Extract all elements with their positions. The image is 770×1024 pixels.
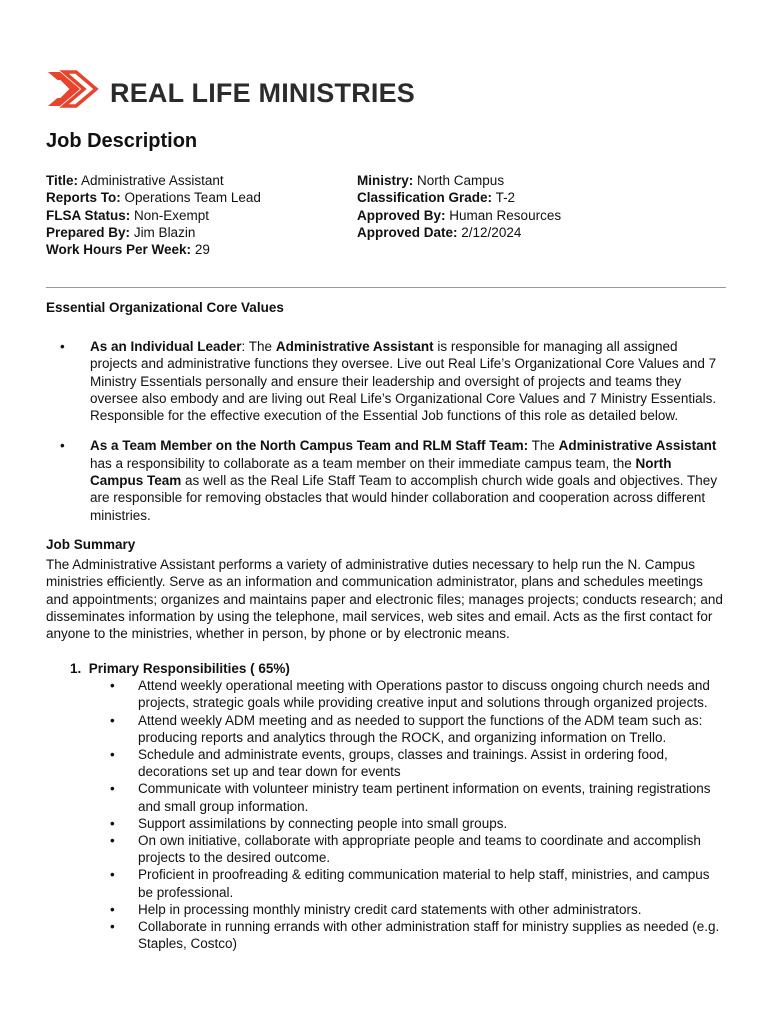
divider bbox=[46, 287, 726, 288]
responsibilities-section bbox=[70, 660, 720, 952]
meta-right bbox=[357, 172, 561, 241]
responsibilities-heading: 1. Primary Responsibilities ( 65%) bbox=[70, 661, 290, 676]
list-item: • Collaborate in running errands with other administration staff for ministry supplies as needed (e.g. Staples, Costco) bbox=[110, 919, 720, 952]
list-item: • As a Team Member on the North Campus Team and RLM Staff Team: The Administrative Assistant has a responsibility to collaborate as a team member on their immediate campus team, the North Campus Team as well as the Real Life Staff Team to accomplish church wide goals and objectives. They are responsible for removing obstacles that would hinder collaboration and cooperation across different ministries. bbox=[60, 438, 718, 523]
meta-classification-grade: Classification Grade: T-2 bbox=[357, 190, 516, 206]
bullet-icon: • bbox=[110, 678, 115, 694]
bullet-icon: • bbox=[110, 919, 115, 935]
list-item: • Attend weekly operational meeting with Operations pastor to discuss ongoing church needs and projects, strategic goals while providing creative input and solutions through organized projects. bbox=[110, 678, 710, 711]
list-item: • Help in processing monthly ministry credit card statements with other administrators. bbox=[110, 901, 642, 917]
list-item: • Proficient in proofreading & editing communication material to help staff, ministries, and campus be professional. bbox=[110, 867, 710, 900]
list-item: • Support assimilations by connecting people into small groups. bbox=[110, 815, 508, 831]
bullet-icon: • bbox=[110, 815, 115, 831]
responsibilities-list bbox=[70, 677, 720, 952]
core-values-heading: Essential Organizational Core Values bbox=[46, 300, 284, 315]
meta-reports-to: Reports To: Operations Team Lead bbox=[46, 190, 261, 206]
bullet-icon: • bbox=[110, 867, 115, 883]
list-item: • Schedule and administrate events, groups, classes and trainings. Assist in ordering food, decorations set up and tear down for events bbox=[110, 747, 668, 780]
job-summary-heading: Job Summary bbox=[46, 537, 136, 552]
org-logo bbox=[46, 62, 416, 116]
bullet-icon: • bbox=[110, 901, 115, 917]
core-values-list bbox=[46, 338, 726, 537]
bullet-icon: • bbox=[110, 747, 115, 763]
list-item: • Communicate with volunteer ministry team pertinent information on events, training registrations and small group information. bbox=[110, 781, 711, 814]
document-title: Job Description bbox=[46, 130, 198, 152]
bullet-icon: • bbox=[110, 833, 115, 849]
meta-left bbox=[46, 172, 261, 258]
list-item: • Attend weekly ADM meeting and as needed to support the functions of the ADM team such as: producing reports and analytics through the ROCK, and organizing information on Trello. bbox=[110, 712, 703, 745]
meta-ministry: Ministry: North Campus bbox=[357, 173, 505, 188]
job-summary-text: The Administrative Assistant performs a variety of administrative duties necessary to help run the N. Campus ministries efficiently. Serve as an information and communication administrator, plans and schedules meetings and appointments; organizes and maintains paper and electronic files; manages projects; conducts research; and disseminates information by using the telephone, mail services, web sites and email. Acts as the first contact for anyone to the ministries, whether in person, by phone or by electronic means. bbox=[46, 557, 723, 642]
list-item: • On own initiative, collaborate with appropriate people and teams to coordinate and accomplish projects to the desired outcome. bbox=[110, 833, 701, 866]
list-item: • As an Individual Leader: The Administrative Assistant is responsible for managing all assigned projects and administrative functions they oversee. Live out Real Life’s Organizational Core Values and 7 Ministry Essentials personally and ensure their leadership and oversight of projects and teams they oversee also embody and are living out Real Life’s Organizational Core Values and 7 Ministry Essentials. Responsible for the effective execution of the Essential Job functions of this role as detailed below. bbox=[60, 339, 717, 424]
bullet-icon: • bbox=[110, 712, 115, 728]
meta-prepared-by: Prepared By: Jim Blazin bbox=[46, 224, 196, 240]
meta-approved-by: Approved By: Human Resources bbox=[357, 207, 562, 223]
meta-approved-date: Approved Date: 2/12/2024 bbox=[357, 224, 522, 240]
bullet-icon: • bbox=[110, 781, 115, 797]
org-name: REAL LIFE MINISTRIES bbox=[110, 78, 416, 108]
meta-title: Title: Administrative Assistant bbox=[46, 173, 224, 188]
bullet-icon: • bbox=[60, 339, 65, 354]
meta-work-hours: Work Hours Per Week: 29 bbox=[46, 242, 210, 258]
bullet-icon: • bbox=[60, 438, 65, 454]
chevron-arrow-icon bbox=[46, 66, 102, 112]
meta-flsa-status: FLSA Status: Non-Exempt bbox=[46, 207, 210, 223]
